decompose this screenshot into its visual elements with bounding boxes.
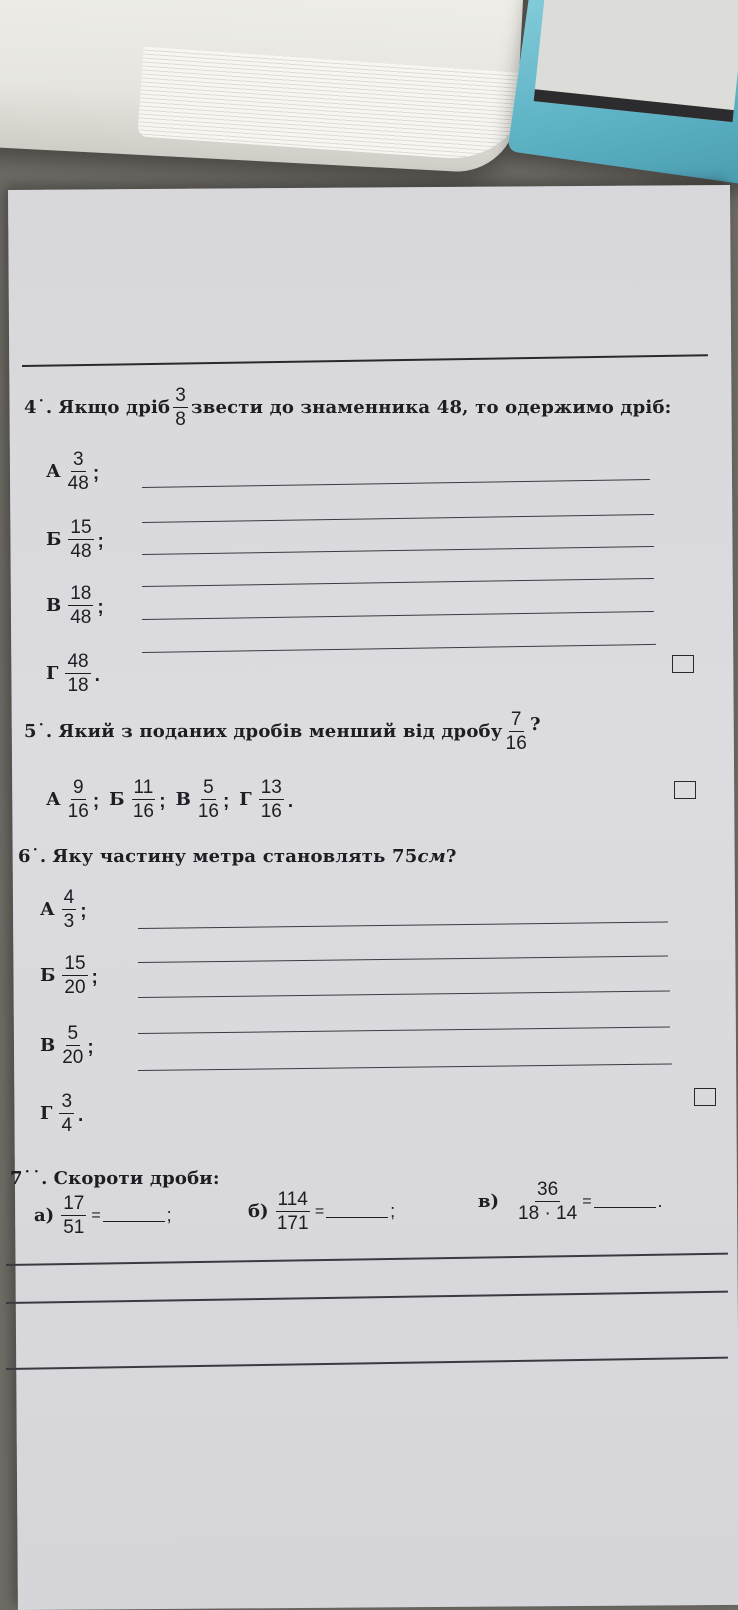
fraction-numerator: 3	[72, 449, 84, 470]
fraction-numerator: 5	[203, 777, 214, 798]
fraction-denominator: 4	[61, 1115, 73, 1136]
fraction-numerator: 48	[67, 651, 89, 672]
answer-box[interactable]	[672, 655, 694, 673]
option-letter: В	[175, 789, 191, 810]
fraction-denominator: 51	[63, 1217, 85, 1238]
equals-sign: =	[582, 1192, 592, 1210]
answer-blank[interactable]	[594, 1207, 656, 1208]
answer-blank[interactable]	[103, 1221, 165, 1222]
part-punctuation: .	[657, 1191, 663, 1211]
option-letter: А	[40, 899, 55, 920]
question-6-number: 6˙.	[18, 846, 47, 867]
fraction-numerator: 9	[72, 777, 84, 798]
answer-blank[interactable]	[326, 1217, 388, 1218]
fraction-denominator: 20	[62, 1047, 84, 1068]
answer-line	[142, 514, 654, 523]
fraction-numerator: 5	[67, 1023, 79, 1044]
option-punctuation: ;	[91, 967, 98, 988]
part-label: а)	[34, 1205, 55, 1226]
fraction-denominator: 48	[70, 541, 92, 562]
fraction-denominator: 8	[175, 409, 187, 430]
fraction-denominator: 16	[260, 801, 282, 822]
part-label: б)	[248, 1201, 269, 1222]
fraction-denominator: 20	[64, 977, 86, 998]
q7-part-a	[34, 1194, 172, 1237]
option-letter: А	[46, 461, 61, 482]
fraction-numerator: 7	[510, 709, 522, 730]
option-punctuation: ;	[159, 791, 166, 812]
q6-option-g	[40, 1092, 83, 1135]
fraction-denominator: 171	[276, 1213, 309, 1234]
question-5-end: ?	[530, 714, 541, 735]
option-punctuation: .	[78, 1105, 84, 1126]
q5-options	[46, 778, 293, 821]
answer-box[interactable]	[694, 1088, 716, 1106]
question-6-end: ?	[445, 846, 457, 867]
question-4-text-before: Якщо дріб	[58, 397, 171, 418]
question-4-number: 4˙.	[24, 397, 53, 418]
question-7-text: Скороти дроби:	[53, 1168, 220, 1189]
answer-line	[138, 1063, 672, 1071]
fraction-numerator: 4	[63, 887, 75, 908]
answer-box[interactable]	[674, 781, 696, 799]
fraction-denominator: 18 · 14	[518, 1203, 578, 1224]
question-5	[24, 710, 541, 753]
fraction-denominator: 48	[67, 473, 89, 494]
question-5-number: 5˙.	[24, 721, 53, 742]
q7-part-v	[478, 1180, 663, 1223]
option-punctuation: ;	[87, 1037, 94, 1058]
option-letter: Б	[46, 529, 62, 550]
q4-option-v	[46, 584, 104, 627]
option-letter: Г	[40, 1103, 53, 1124]
option-letter: В	[40, 1035, 56, 1056]
top-rule	[22, 354, 708, 367]
fraction-numerator: 18	[70, 583, 92, 604]
fraction-numerator: 17	[63, 1193, 85, 1214]
option-punctuation: ;	[92, 463, 100, 484]
q4-option-b	[46, 518, 104, 561]
option-punctuation: .	[94, 665, 100, 686]
fraction-numerator: 13	[260, 777, 282, 798]
option-letter: Б	[109, 789, 125, 810]
option-punctuation: ;	[80, 901, 87, 922]
question-4-fraction	[173, 386, 188, 429]
question-5-fraction	[505, 710, 527, 753]
option-punctuation: .	[287, 791, 294, 812]
answer-line	[142, 479, 650, 488]
answer-line	[6, 1253, 728, 1266]
fraction-numerator: 15	[64, 953, 86, 974]
q6-option-b	[40, 954, 98, 997]
question-4-text-after: звести до знаменника 48, то одержимо дріб:	[191, 397, 672, 418]
part-punctuation: ;	[390, 1201, 396, 1221]
option-punctuation: ;	[222, 791, 230, 812]
equals-sign: =	[91, 1206, 101, 1224]
option-punctuation: ;	[97, 597, 104, 618]
option-punctuation: ;	[97, 531, 104, 552]
fraction-denominator: 18	[67, 675, 89, 696]
q4-option-a	[46, 450, 99, 493]
q7-part-b	[248, 1190, 395, 1233]
fraction-denominator: 48	[70, 607, 92, 628]
question-6-text: Яку частину метра становлять 75	[52, 846, 418, 867]
answer-line	[138, 1027, 670, 1034]
q6-option-v	[40, 1024, 94, 1067]
answer-line	[138, 922, 668, 929]
fraction-denominator: 16	[132, 801, 154, 822]
option-letter: А	[46, 789, 61, 810]
fraction-numerator: 11	[133, 777, 154, 798]
answer-line	[6, 1357, 728, 1370]
option-letter: В	[46, 595, 62, 616]
question-6	[18, 846, 457, 867]
answer-line	[142, 644, 656, 653]
answer-line	[138, 991, 670, 998]
part-punctuation: ;	[166, 1205, 172, 1225]
answer-line	[142, 611, 654, 620]
answer-line	[142, 546, 654, 555]
question-5-text: Який з поданих дробів менший від дробу	[58, 721, 503, 742]
fraction-numerator: 114	[277, 1189, 308, 1210]
question-4	[24, 386, 672, 429]
option-letter: Г	[46, 663, 59, 684]
answer-line	[6, 1291, 728, 1304]
question-7	[10, 1168, 220, 1189]
equals-sign: =	[314, 1202, 325, 1220]
question-6-unit: см	[417, 846, 446, 867]
answer-line	[142, 578, 654, 587]
option-letter: Г	[239, 789, 252, 810]
fraction-denominator: 16	[505, 733, 528, 754]
answer-line	[138, 956, 668, 963]
fraction-denominator: 3	[63, 911, 75, 932]
q4-option-g	[46, 652, 100, 695]
option-punctuation: ;	[92, 791, 100, 812]
fraction-numerator: 36	[537, 1179, 559, 1200]
fraction-denominator: 16	[67, 801, 89, 822]
fraction-numerator: 3	[175, 385, 187, 406]
part-label: в)	[478, 1191, 500, 1212]
fraction-numerator: 3	[61, 1091, 73, 1112]
fraction-denominator: 16	[197, 801, 219, 822]
q6-option-a	[40, 888, 87, 931]
fraction-numerator: 15	[70, 517, 92, 538]
option-letter: Б	[40, 965, 56, 986]
question-7-number: 7˙˙.	[10, 1168, 48, 1189]
